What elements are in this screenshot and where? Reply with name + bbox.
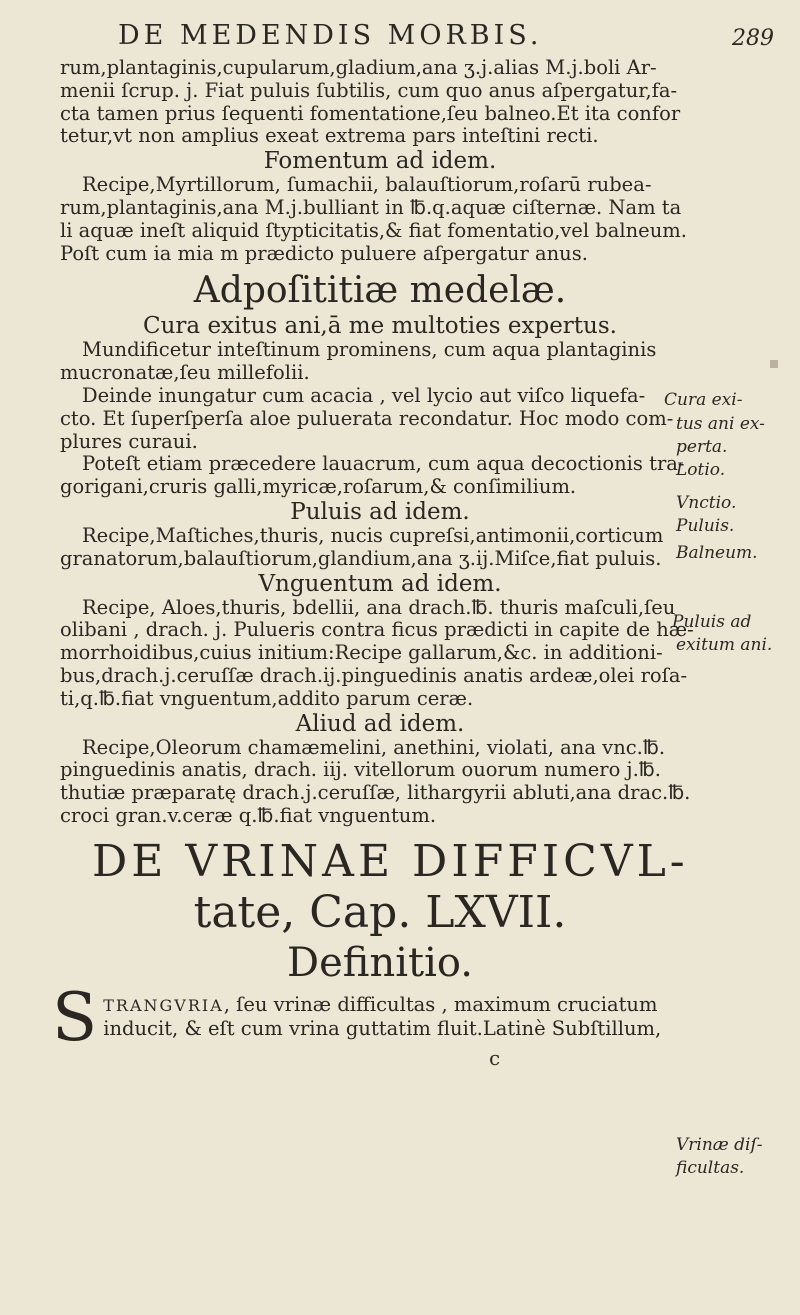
catchword: c <box>489 1046 500 1070</box>
ink-blot <box>770 360 778 368</box>
text-line: plures curaui. <box>60 429 198 453</box>
margin-note-puluis-ad: Puluis ad <box>672 612 752 632</box>
margin-note-balneum: Balneum. <box>676 543 758 563</box>
text-line: ti,q.℔.fiat vnguentum,addito parum ceræ. <box>60 686 474 710</box>
text-line: Recipe, Aloes,thuris, bdellii, ana drach.℔. thuris maſculi,ſeu <box>82 595 676 619</box>
drop-cap-initial: S <box>52 978 98 1056</box>
definitio-heading: Definitio. <box>287 939 473 986</box>
margin-note-vrina: Vrinæ diſ- <box>676 1135 763 1155</box>
subheading-cura: Cura exitus ani,ā me multoties expertus. <box>143 313 617 340</box>
chapter-title: DE VRINAE DIFFICVL- <box>92 835 689 887</box>
text-line: gorigani,cruris galli,myricæ,roſarum,& conſimilium. <box>60 475 577 499</box>
text-line: , ſeu vrinæ difficultas , maximum cruciatum <box>223 992 658 1016</box>
text-line: bus,drach.j.ceruſſæ drach.ij.pinguedinis anatis ardeæ,olei roſa- <box>60 663 688 687</box>
text-line: menii ſcrup. j. Fiat puluis ſubtilis, cum quo anus aſpergatur,fa- <box>60 78 678 102</box>
text-line: inducit, & eſt cum vrina guttatim fluit.Latinè Subſtillum, <box>103 1016 662 1040</box>
text-line: cto. Et ſuperſperſa aloe puluerata recondatur. Hoc modo com- <box>60 406 674 430</box>
section-heading-aliud: Aliud ad idem. <box>295 710 465 737</box>
section-heading-puluis: Puluis ad idem. <box>290 498 470 525</box>
text-line: olibani , drach. j. Pulueris contra ficus prædicti in capite de hæ- <box>60 618 694 642</box>
text-line: croci gran.v.ceræ q.℔.fiat vnguentum. <box>60 803 437 827</box>
margin-note-lotio: Lotio. <box>676 460 726 480</box>
text-line: Mundificetur inteſtinum prominens, cum aqua plantaginis <box>82 338 657 362</box>
text-line: li aquæ ineſt aliquid ſtypticitatis,& fiat fomentatio,vel balneum. <box>60 218 687 242</box>
margin-note-vrina: ficultas. <box>676 1158 745 1178</box>
margin-note-vnctio: Vnctio. <box>676 493 737 513</box>
text-line: Recipe,Myrtillorum, ſumachii, balauſtiorum,roſarū rubea- <box>82 173 652 197</box>
definition-paragraph <box>52 978 740 1056</box>
page-number: 289 <box>732 26 774 51</box>
margin-note-puluis: Puluis. <box>676 516 735 536</box>
text-line: Deinde inungatur cum acacia , vel lycio aut viſco liquefa- <box>82 383 646 407</box>
text-line: rum,plantaginis,cupularum,gladium,ana ʒ.j.alias M.j.boli Ar- <box>60 56 657 79</box>
section-heading-fomentum: Fomentum ad idem. <box>263 148 497 175</box>
text-line: Poteſt etiam præcedere lauacrum, cum aqua decoctionis tra- <box>82 452 685 476</box>
text-line: tetur,vt non amplius exeat extrema pars inteſtini recti. <box>60 124 599 148</box>
section-heading-adpostitiae: Adpoſititiæ medelæ. <box>193 270 567 312</box>
text-line: rum,plantaginis,ana M.j.bulliant in ℔.q.aquæ ciſternæ. Nam ta <box>60 195 682 219</box>
margin-note-cura: perta. <box>676 437 728 457</box>
margin-note-cura: Cura exi- <box>664 390 743 410</box>
text-line: Poſt cum ia mia m prædicto puluere aſpergatur anus. <box>60 241 588 265</box>
section-heading-vnguentum: Vnguentum ad idem. <box>258 570 502 597</box>
lead-small-caps: TRANGVRIA <box>103 995 224 1015</box>
text-line: mucronatæ,ſeu millefolii. <box>60 361 310 385</box>
text-line: thutiæ præparatę drach.j.ceruſſæ, lithargyrii abluti,ana drac.℔. <box>60 781 691 805</box>
text-line: pinguedinis anatis, drach. iij. vitellorum ouorum numero j.℔. <box>60 758 661 782</box>
text-line: Recipe,Maſtiches,thuris, nucis cupreſsi,antimonii,corticum <box>82 523 664 547</box>
text-line: Recipe,Oleorum chamæmelini, anethini, violati, ana vnc.℔. <box>82 735 666 759</box>
chapter-title-continued: tate, Cap. LXVII. <box>193 886 567 938</box>
running-head: DE MEDENDIS MORBIS. <box>118 20 543 51</box>
main-text-block <box>52 56 743 1071</box>
margin-note-cura: tus ani ex- <box>676 414 765 434</box>
margin-note-puluis-ad: exitum ani. <box>676 635 773 655</box>
text-line: granatorum,balauſtiorum,glandium,ana ʒ.ij.Miſce,fiat puluis. <box>60 546 662 570</box>
text-line: morrhoidibus,cuius initium:Recipe gallarum,&c. in additioni- <box>60 641 663 665</box>
text-line: cta tamen prius ſequenti fomentatione,ſeu balneo.Et ita confor <box>60 101 681 125</box>
